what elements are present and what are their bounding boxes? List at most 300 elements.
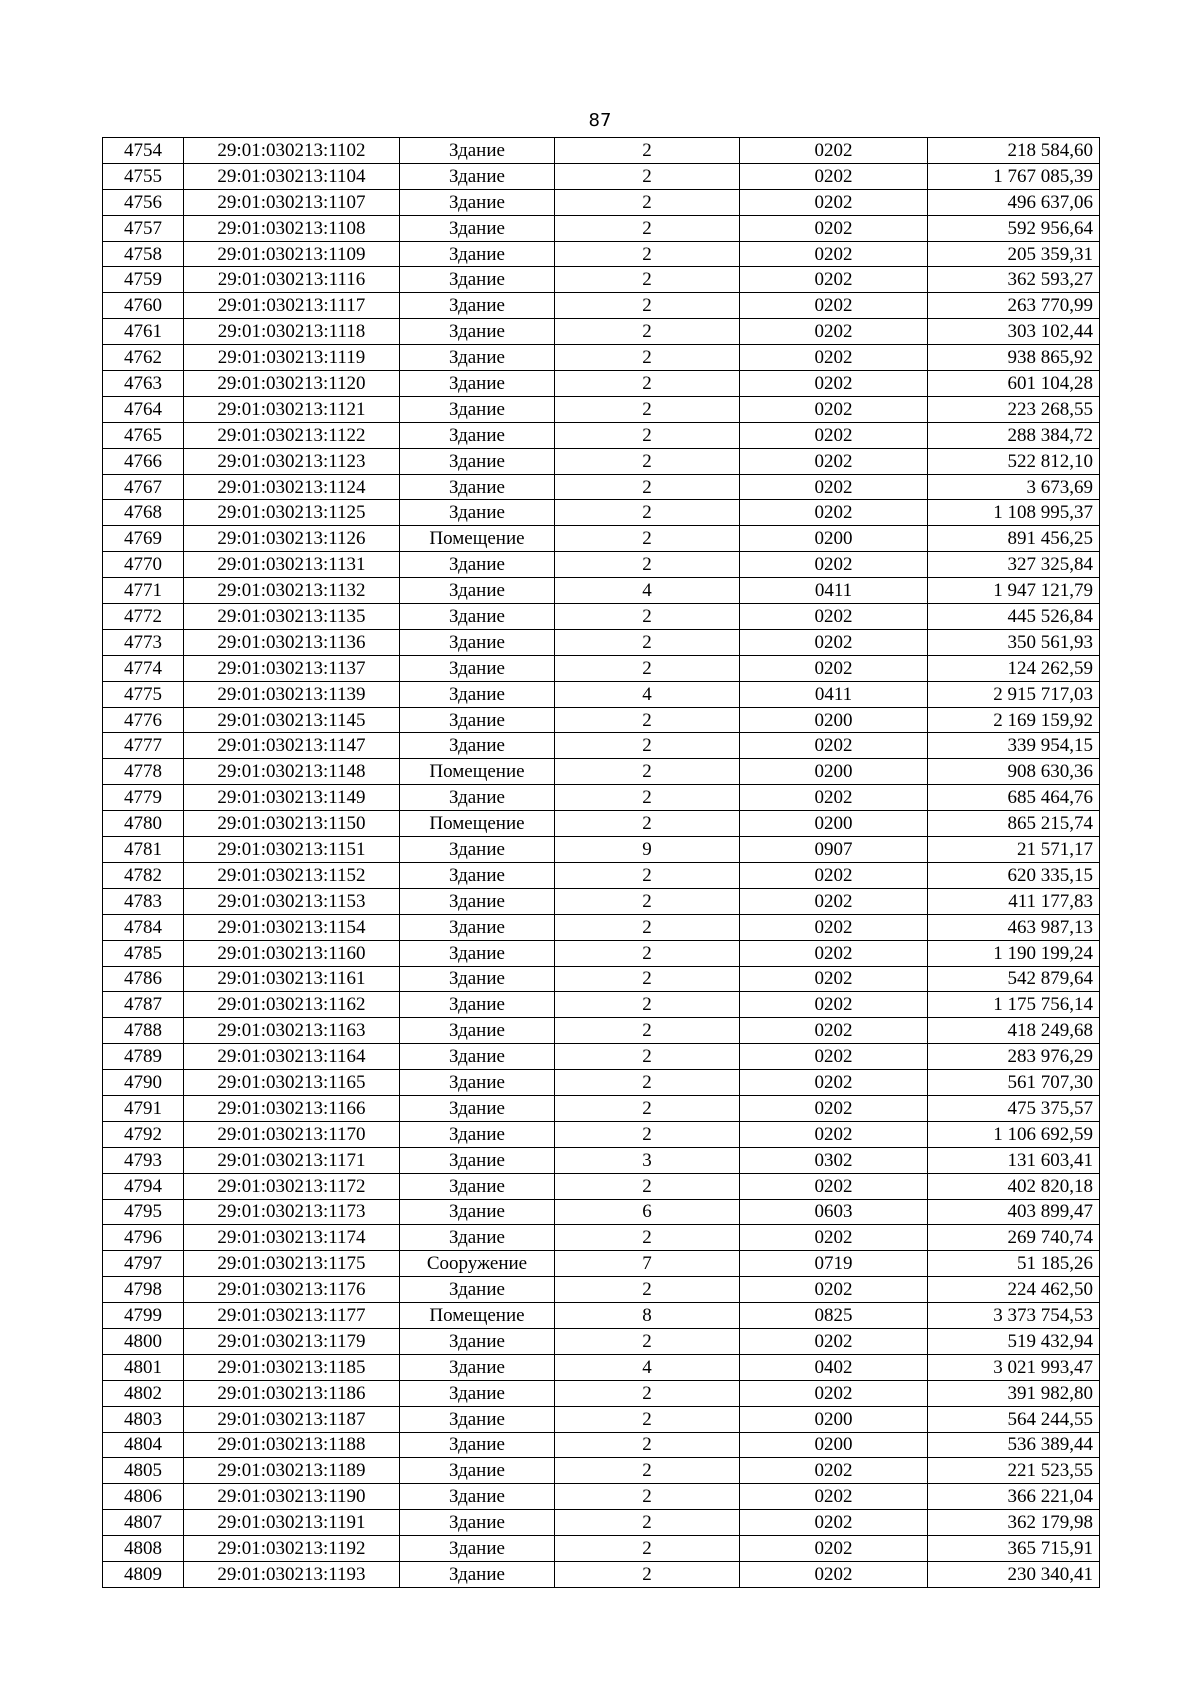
- object-type-cell: Здание: [400, 1432, 555, 1458]
- table-body: [103, 138, 1100, 1588]
- group-cell: 2: [555, 707, 740, 733]
- table-row: [103, 422, 1100, 448]
- code-cell: 0202: [740, 1484, 928, 1510]
- cadastral-number-cell: 29:01:030213:1160: [184, 940, 400, 966]
- table-row: [103, 1147, 1100, 1173]
- object-type-cell: Здание: [400, 733, 555, 759]
- cadastral-number-cell: 29:01:030213:1117: [184, 293, 400, 319]
- cadastral-number-cell: 29:01:030213:1162: [184, 992, 400, 1018]
- code-cell: 0202: [740, 888, 928, 914]
- code-cell: 0202: [740, 655, 928, 681]
- object-type-cell: Здание: [400, 1328, 555, 1354]
- table-row: [103, 1536, 1100, 1562]
- object-type-cell: Здание: [400, 267, 555, 293]
- code-cell: 0200: [740, 1432, 928, 1458]
- object-type-cell: Помещение: [400, 811, 555, 837]
- object-type-cell: Здание: [400, 1121, 555, 1147]
- table-row: [103, 940, 1100, 966]
- cadastral-number-cell: 29:01:030213:1191: [184, 1510, 400, 1536]
- object-type-cell: Здание: [400, 1070, 555, 1096]
- table-row: [103, 474, 1100, 500]
- cadastral-value-cell: 601 104,28: [928, 371, 1100, 397]
- code-cell: 0719: [740, 1251, 928, 1277]
- code-cell: 0202: [740, 785, 928, 811]
- object-type-cell: Здание: [400, 940, 555, 966]
- code-cell: 0202: [740, 500, 928, 526]
- table-row: [103, 552, 1100, 578]
- code-cell: 0202: [740, 293, 928, 319]
- cadastral-number-cell: 29:01:030213:1177: [184, 1303, 400, 1329]
- object-type-cell: Здание: [400, 552, 555, 578]
- code-cell: 0202: [740, 966, 928, 992]
- cadastral-value-cell: 288 384,72: [928, 422, 1100, 448]
- cadastral-number-cell: 29:01:030213:1171: [184, 1147, 400, 1173]
- cadastral-number-cell: 29:01:030213:1102: [184, 138, 400, 164]
- object-type-cell: Здание: [400, 1277, 555, 1303]
- table-row: [103, 1328, 1100, 1354]
- row-number-cell: 4790: [103, 1070, 184, 1096]
- cadastral-number-cell: 29:01:030213:1148: [184, 759, 400, 785]
- cadastral-value-cell: 131 603,41: [928, 1147, 1100, 1173]
- code-cell: 0202: [740, 345, 928, 371]
- cadastral-number-cell: 29:01:030213:1163: [184, 1018, 400, 1044]
- object-type-cell: Здание: [400, 448, 555, 474]
- row-number-cell: 4784: [103, 914, 184, 940]
- object-type-cell: Помещение: [400, 526, 555, 552]
- code-cell: 0202: [740, 138, 928, 164]
- cadastral-number-cell: 29:01:030213:1131: [184, 552, 400, 578]
- code-cell: 0202: [740, 1328, 928, 1354]
- cadastral-value-cell: 564 244,55: [928, 1406, 1100, 1432]
- row-number-cell: 4758: [103, 241, 184, 267]
- row-number-cell: 4786: [103, 966, 184, 992]
- code-cell: 0825: [740, 1303, 928, 1329]
- group-cell: 2: [555, 1225, 740, 1251]
- object-type-cell: Здание: [400, 862, 555, 888]
- group-cell: 2: [555, 500, 740, 526]
- code-cell: 0202: [740, 371, 928, 397]
- row-number-cell: 4796: [103, 1225, 184, 1251]
- group-cell: 4: [555, 578, 740, 604]
- table-row: [103, 578, 1100, 604]
- table-row: [103, 785, 1100, 811]
- row-number-cell: 4779: [103, 785, 184, 811]
- code-cell: 0200: [740, 811, 928, 837]
- code-cell: 0202: [740, 1458, 928, 1484]
- table-row: [103, 267, 1100, 293]
- cadastral-value-cell: 1 767 085,39: [928, 163, 1100, 189]
- cadastral-value-cell: 283 976,29: [928, 1044, 1100, 1070]
- group-cell: 2: [555, 267, 740, 293]
- row-number-cell: 4794: [103, 1173, 184, 1199]
- cadastral-number-cell: 29:01:030213:1190: [184, 1484, 400, 1510]
- table-row: [103, 759, 1100, 785]
- cadastral-value-cell: 218 584,60: [928, 138, 1100, 164]
- row-number-cell: 4782: [103, 862, 184, 888]
- object-type-cell: Здание: [400, 992, 555, 1018]
- table-row: [103, 241, 1100, 267]
- group-cell: 2: [555, 526, 740, 552]
- row-number-cell: 4761: [103, 319, 184, 345]
- group-cell: 2: [555, 1484, 740, 1510]
- cadastral-number-cell: 29:01:030213:1192: [184, 1536, 400, 1562]
- group-cell: 2: [555, 215, 740, 241]
- cadastral-value-cell: 1 947 121,79: [928, 578, 1100, 604]
- object-type-cell: Здание: [400, 319, 555, 345]
- table-row: [103, 1458, 1100, 1484]
- code-cell: 0202: [740, 163, 928, 189]
- group-cell: 4: [555, 681, 740, 707]
- cadastral-value-cell: 1 175 756,14: [928, 992, 1100, 1018]
- group-cell: 3: [555, 1147, 740, 1173]
- table-row: [103, 733, 1100, 759]
- code-cell: 0202: [740, 215, 928, 241]
- code-cell: 0603: [740, 1199, 928, 1225]
- cadastral-number-cell: 29:01:030213:1150: [184, 811, 400, 837]
- cadastral-number-cell: 29:01:030213:1136: [184, 629, 400, 655]
- row-number-cell: 4809: [103, 1561, 184, 1587]
- table-row: [103, 1225, 1100, 1251]
- group-cell: 2: [555, 655, 740, 681]
- table-row: [103, 1251, 1100, 1277]
- row-number-cell: 4754: [103, 138, 184, 164]
- group-cell: 7: [555, 1251, 740, 1277]
- object-type-cell: Здание: [400, 966, 555, 992]
- row-number-cell: 4791: [103, 1095, 184, 1121]
- cadastral-number-cell: 29:01:030213:1122: [184, 422, 400, 448]
- object-type-cell: Здание: [400, 629, 555, 655]
- group-cell: 2: [555, 552, 740, 578]
- cadastral-value-cell: 366 221,04: [928, 1484, 1100, 1510]
- group-cell: 2: [555, 629, 740, 655]
- object-type-cell: Здание: [400, 474, 555, 500]
- code-cell: 0202: [740, 1044, 928, 1070]
- table-row: [103, 1432, 1100, 1458]
- group-cell: 2: [555, 733, 740, 759]
- code-cell: 0202: [740, 1018, 928, 1044]
- row-number-cell: 4759: [103, 267, 184, 293]
- code-cell: 0202: [740, 1225, 928, 1251]
- code-cell: 0202: [740, 422, 928, 448]
- code-cell: 0202: [740, 396, 928, 422]
- cadastral-value-cell: 685 464,76: [928, 785, 1100, 811]
- object-type-cell: Здание: [400, 1406, 555, 1432]
- table-row: [103, 448, 1100, 474]
- code-cell: 0202: [740, 1121, 928, 1147]
- row-number-cell: 4771: [103, 578, 184, 604]
- table-row: [103, 1277, 1100, 1303]
- table-row: [103, 1484, 1100, 1510]
- row-number-cell: 4774: [103, 655, 184, 681]
- table-row: [103, 319, 1100, 345]
- group-cell: 2: [555, 474, 740, 500]
- table-row: [103, 914, 1100, 940]
- row-number-cell: 4795: [103, 1199, 184, 1225]
- group-cell: 2: [555, 1536, 740, 1562]
- code-cell: 0202: [740, 914, 928, 940]
- table-row: [103, 888, 1100, 914]
- group-cell: 2: [555, 914, 740, 940]
- object-type-cell: Здание: [400, 189, 555, 215]
- cadastral-number-cell: 29:01:030213:1179: [184, 1328, 400, 1354]
- object-type-cell: Здание: [400, 1354, 555, 1380]
- cadastral-number-cell: 29:01:030213:1187: [184, 1406, 400, 1432]
- row-number-cell: 4766: [103, 448, 184, 474]
- row-number-cell: 4755: [103, 163, 184, 189]
- cadastral-number-cell: 29:01:030213:1107: [184, 189, 400, 215]
- cadastral-number-cell: 29:01:030213:1153: [184, 888, 400, 914]
- cadastral-value-cell: 223 268,55: [928, 396, 1100, 422]
- cadastral-number-cell: 29:01:030213:1165: [184, 1070, 400, 1096]
- cadastral-value-cell: 362 179,98: [928, 1510, 1100, 1536]
- row-number-cell: 4800: [103, 1328, 184, 1354]
- cadastral-value-cell: 411 177,83: [928, 888, 1100, 914]
- row-number-cell: 4780: [103, 811, 184, 837]
- row-number-cell: 4785: [103, 940, 184, 966]
- group-cell: 2: [555, 448, 740, 474]
- group-cell: 2: [555, 1095, 740, 1121]
- cadastral-number-cell: 29:01:030213:1139: [184, 681, 400, 707]
- table-row: [103, 345, 1100, 371]
- cadastral-number-cell: 29:01:030213:1189: [184, 1458, 400, 1484]
- row-number-cell: 4781: [103, 837, 184, 863]
- code-cell: 0202: [740, 267, 928, 293]
- row-number-cell: 4801: [103, 1354, 184, 1380]
- object-type-cell: Здание: [400, 707, 555, 733]
- group-cell: 2: [555, 1328, 740, 1354]
- cadastral-value-cell: 402 820,18: [928, 1173, 1100, 1199]
- row-number-cell: 4808: [103, 1536, 184, 1562]
- row-number-cell: 4783: [103, 888, 184, 914]
- cadastral-value-cell: 339 954,15: [928, 733, 1100, 759]
- group-cell: 2: [555, 189, 740, 215]
- code-cell: 0202: [740, 1380, 928, 1406]
- row-number-cell: 4776: [103, 707, 184, 733]
- cadastral-number-cell: 29:01:030213:1185: [184, 1354, 400, 1380]
- code-cell: 0200: [740, 759, 928, 785]
- cadastral-number-cell: 29:01:030213:1118: [184, 319, 400, 345]
- code-cell: 0200: [740, 1406, 928, 1432]
- table-row: [103, 707, 1100, 733]
- cadastral-value-cell: 362 593,27: [928, 267, 1100, 293]
- object-type-cell: Здание: [400, 681, 555, 707]
- object-type-cell: Здание: [400, 163, 555, 189]
- cadastral-value-cell: 2 169 159,92: [928, 707, 1100, 733]
- code-cell: 0907: [740, 837, 928, 863]
- cadastral-number-cell: 29:01:030213:1149: [184, 785, 400, 811]
- row-number-cell: 4787: [103, 992, 184, 1018]
- code-cell: 0202: [740, 733, 928, 759]
- code-cell: 0202: [740, 189, 928, 215]
- object-type-cell: Здание: [400, 293, 555, 319]
- row-number-cell: 4775: [103, 681, 184, 707]
- table-row: [103, 215, 1100, 241]
- group-cell: 2: [555, 422, 740, 448]
- table-row: [103, 1121, 1100, 1147]
- cadastral-value-cell: 418 249,68: [928, 1018, 1100, 1044]
- cadastral-value-cell: 303 102,44: [928, 319, 1100, 345]
- group-cell: 9: [555, 837, 740, 863]
- cadastral-number-cell: 29:01:030213:1125: [184, 500, 400, 526]
- cadastral-value-cell: 445 526,84: [928, 604, 1100, 630]
- group-cell: 8: [555, 1303, 740, 1329]
- group-cell: 2: [555, 940, 740, 966]
- cadastral-number-cell: 29:01:030213:1104: [184, 163, 400, 189]
- group-cell: 2: [555, 163, 740, 189]
- object-type-cell: Здание: [400, 138, 555, 164]
- cadastral-number-cell: 29:01:030213:1151: [184, 837, 400, 863]
- object-type-cell: Здание: [400, 1510, 555, 1536]
- cadastral-number-cell: 29:01:030213:1108: [184, 215, 400, 241]
- cadastral-number-cell: 29:01:030213:1126: [184, 526, 400, 552]
- group-cell: 2: [555, 604, 740, 630]
- table-row: [103, 681, 1100, 707]
- code-cell: 0202: [740, 1536, 928, 1562]
- object-type-cell: Здание: [400, 1536, 555, 1562]
- row-number-cell: 4764: [103, 396, 184, 422]
- code-cell: 0200: [740, 526, 928, 552]
- cadastral-value-cell: 536 389,44: [928, 1432, 1100, 1458]
- group-cell: 2: [555, 319, 740, 345]
- object-type-cell: Здание: [400, 215, 555, 241]
- object-type-cell: Здание: [400, 1147, 555, 1173]
- group-cell: 2: [555, 759, 740, 785]
- cadastral-number-cell: 29:01:030213:1161: [184, 966, 400, 992]
- cadastral-value-cell: 1 190 199,24: [928, 940, 1100, 966]
- cadastral-number-cell: 29:01:030213:1137: [184, 655, 400, 681]
- code-cell: 0202: [740, 1277, 928, 1303]
- object-type-cell: Здание: [400, 888, 555, 914]
- cadastral-value-cell: 938 865,92: [928, 345, 1100, 371]
- object-type-cell: Здание: [400, 1199, 555, 1225]
- code-cell: 0202: [740, 629, 928, 655]
- table-row: [103, 1406, 1100, 1432]
- cadastral-value-cell: 51 185,26: [928, 1251, 1100, 1277]
- object-type-cell: Здание: [400, 1225, 555, 1251]
- cadastral-number-cell: 29:01:030213:1123: [184, 448, 400, 474]
- cadastral-value-cell: 908 630,36: [928, 759, 1100, 785]
- row-number-cell: 4767: [103, 474, 184, 500]
- cadastral-value-cell: 496 637,06: [928, 189, 1100, 215]
- table-row: [103, 163, 1100, 189]
- code-cell: 0202: [740, 474, 928, 500]
- row-number-cell: 4803: [103, 1406, 184, 1432]
- code-cell: 0202: [740, 1510, 928, 1536]
- table-row: [103, 655, 1100, 681]
- cadastral-value-cell: 263 770,99: [928, 293, 1100, 319]
- table-row: [103, 862, 1100, 888]
- row-number-cell: 4756: [103, 189, 184, 215]
- cadastral-number-cell: 29:01:030213:1120: [184, 371, 400, 397]
- table-row: [103, 992, 1100, 1018]
- cadastral-number-cell: 29:01:030213:1172: [184, 1173, 400, 1199]
- cadastral-number-cell: 29:01:030213:1119: [184, 345, 400, 371]
- row-number-cell: 4807: [103, 1510, 184, 1536]
- object-type-cell: Помещение: [400, 759, 555, 785]
- group-cell: 2: [555, 345, 740, 371]
- cadastral-number-cell: 29:01:030213:1154: [184, 914, 400, 940]
- object-type-cell: Здание: [400, 1458, 555, 1484]
- object-type-cell: Здание: [400, 371, 555, 397]
- cadastral-value-cell: 891 456,25: [928, 526, 1100, 552]
- cadastral-value-cell: 269 740,74: [928, 1225, 1100, 1251]
- cadastral-value-cell: 124 262,59: [928, 655, 1100, 681]
- row-number-cell: 4802: [103, 1380, 184, 1406]
- group-cell: 2: [555, 966, 740, 992]
- group-cell: 2: [555, 785, 740, 811]
- cadastral-number-cell: 29:01:030213:1135: [184, 604, 400, 630]
- code-cell: 0202: [740, 319, 928, 345]
- cadastral-value-cell: 2 915 717,03: [928, 681, 1100, 707]
- object-type-cell: Здание: [400, 422, 555, 448]
- cadastral-value-cell: 221 523,55: [928, 1458, 1100, 1484]
- table-row: [103, 1199, 1100, 1225]
- group-cell: 2: [555, 1510, 740, 1536]
- group-cell: 2: [555, 1044, 740, 1070]
- cadastral-number-cell: 29:01:030213:1116: [184, 267, 400, 293]
- code-cell: 0202: [740, 1561, 928, 1587]
- group-cell: 2: [555, 1380, 740, 1406]
- table-row: [103, 629, 1100, 655]
- cadastral-number-cell: 29:01:030213:1152: [184, 862, 400, 888]
- row-number-cell: 4760: [103, 293, 184, 319]
- table-row: [103, 526, 1100, 552]
- object-type-cell: Здание: [400, 1095, 555, 1121]
- object-type-cell: Сооружение: [400, 1251, 555, 1277]
- cadastral-value-cell: 592 956,64: [928, 215, 1100, 241]
- group-cell: 2: [555, 888, 740, 914]
- cadastral-value-cell: 519 432,94: [928, 1328, 1100, 1354]
- cadastral-value-cell: 522 812,10: [928, 448, 1100, 474]
- cadastral-number-cell: 29:01:030213:1109: [184, 241, 400, 267]
- group-cell: 2: [555, 371, 740, 397]
- table-row: [103, 1561, 1100, 1587]
- code-cell: 0302: [740, 1147, 928, 1173]
- group-cell: 6: [555, 1199, 740, 1225]
- table-row: [103, 1380, 1100, 1406]
- row-number-cell: 4768: [103, 500, 184, 526]
- cadastral-value-cell: 365 715,91: [928, 1536, 1100, 1562]
- cadastral-value-cell: 391 982,80: [928, 1380, 1100, 1406]
- object-type-cell: Здание: [400, 1173, 555, 1199]
- group-cell: 2: [555, 1121, 740, 1147]
- cadastral-value-cell: 327 325,84: [928, 552, 1100, 578]
- code-cell: 0202: [740, 940, 928, 966]
- object-type-cell: Здание: [400, 604, 555, 630]
- row-number-cell: 4806: [103, 1484, 184, 1510]
- cadastral-value-cell: 1 106 692,59: [928, 1121, 1100, 1147]
- cadastral-number-cell: 29:01:030213:1124: [184, 474, 400, 500]
- group-cell: 2: [555, 1406, 740, 1432]
- group-cell: 4: [555, 1354, 740, 1380]
- row-number-cell: 4765: [103, 422, 184, 448]
- group-cell: 2: [555, 1173, 740, 1199]
- row-number-cell: 4792: [103, 1121, 184, 1147]
- group-cell: 2: [555, 138, 740, 164]
- table-row: [103, 293, 1100, 319]
- cadastral-number-cell: 29:01:030213:1188: [184, 1432, 400, 1458]
- object-type-cell: Здание: [400, 500, 555, 526]
- cadastral-number-cell: 29:01:030213:1132: [184, 578, 400, 604]
- cadastral-number-cell: 29:01:030213:1145: [184, 707, 400, 733]
- row-number-cell: 4757: [103, 215, 184, 241]
- table-row: [103, 1510, 1100, 1536]
- group-cell: 2: [555, 1070, 740, 1096]
- table-row: [103, 1044, 1100, 1070]
- group-cell: 2: [555, 811, 740, 837]
- row-number-cell: 4763: [103, 371, 184, 397]
- group-cell: 2: [555, 1432, 740, 1458]
